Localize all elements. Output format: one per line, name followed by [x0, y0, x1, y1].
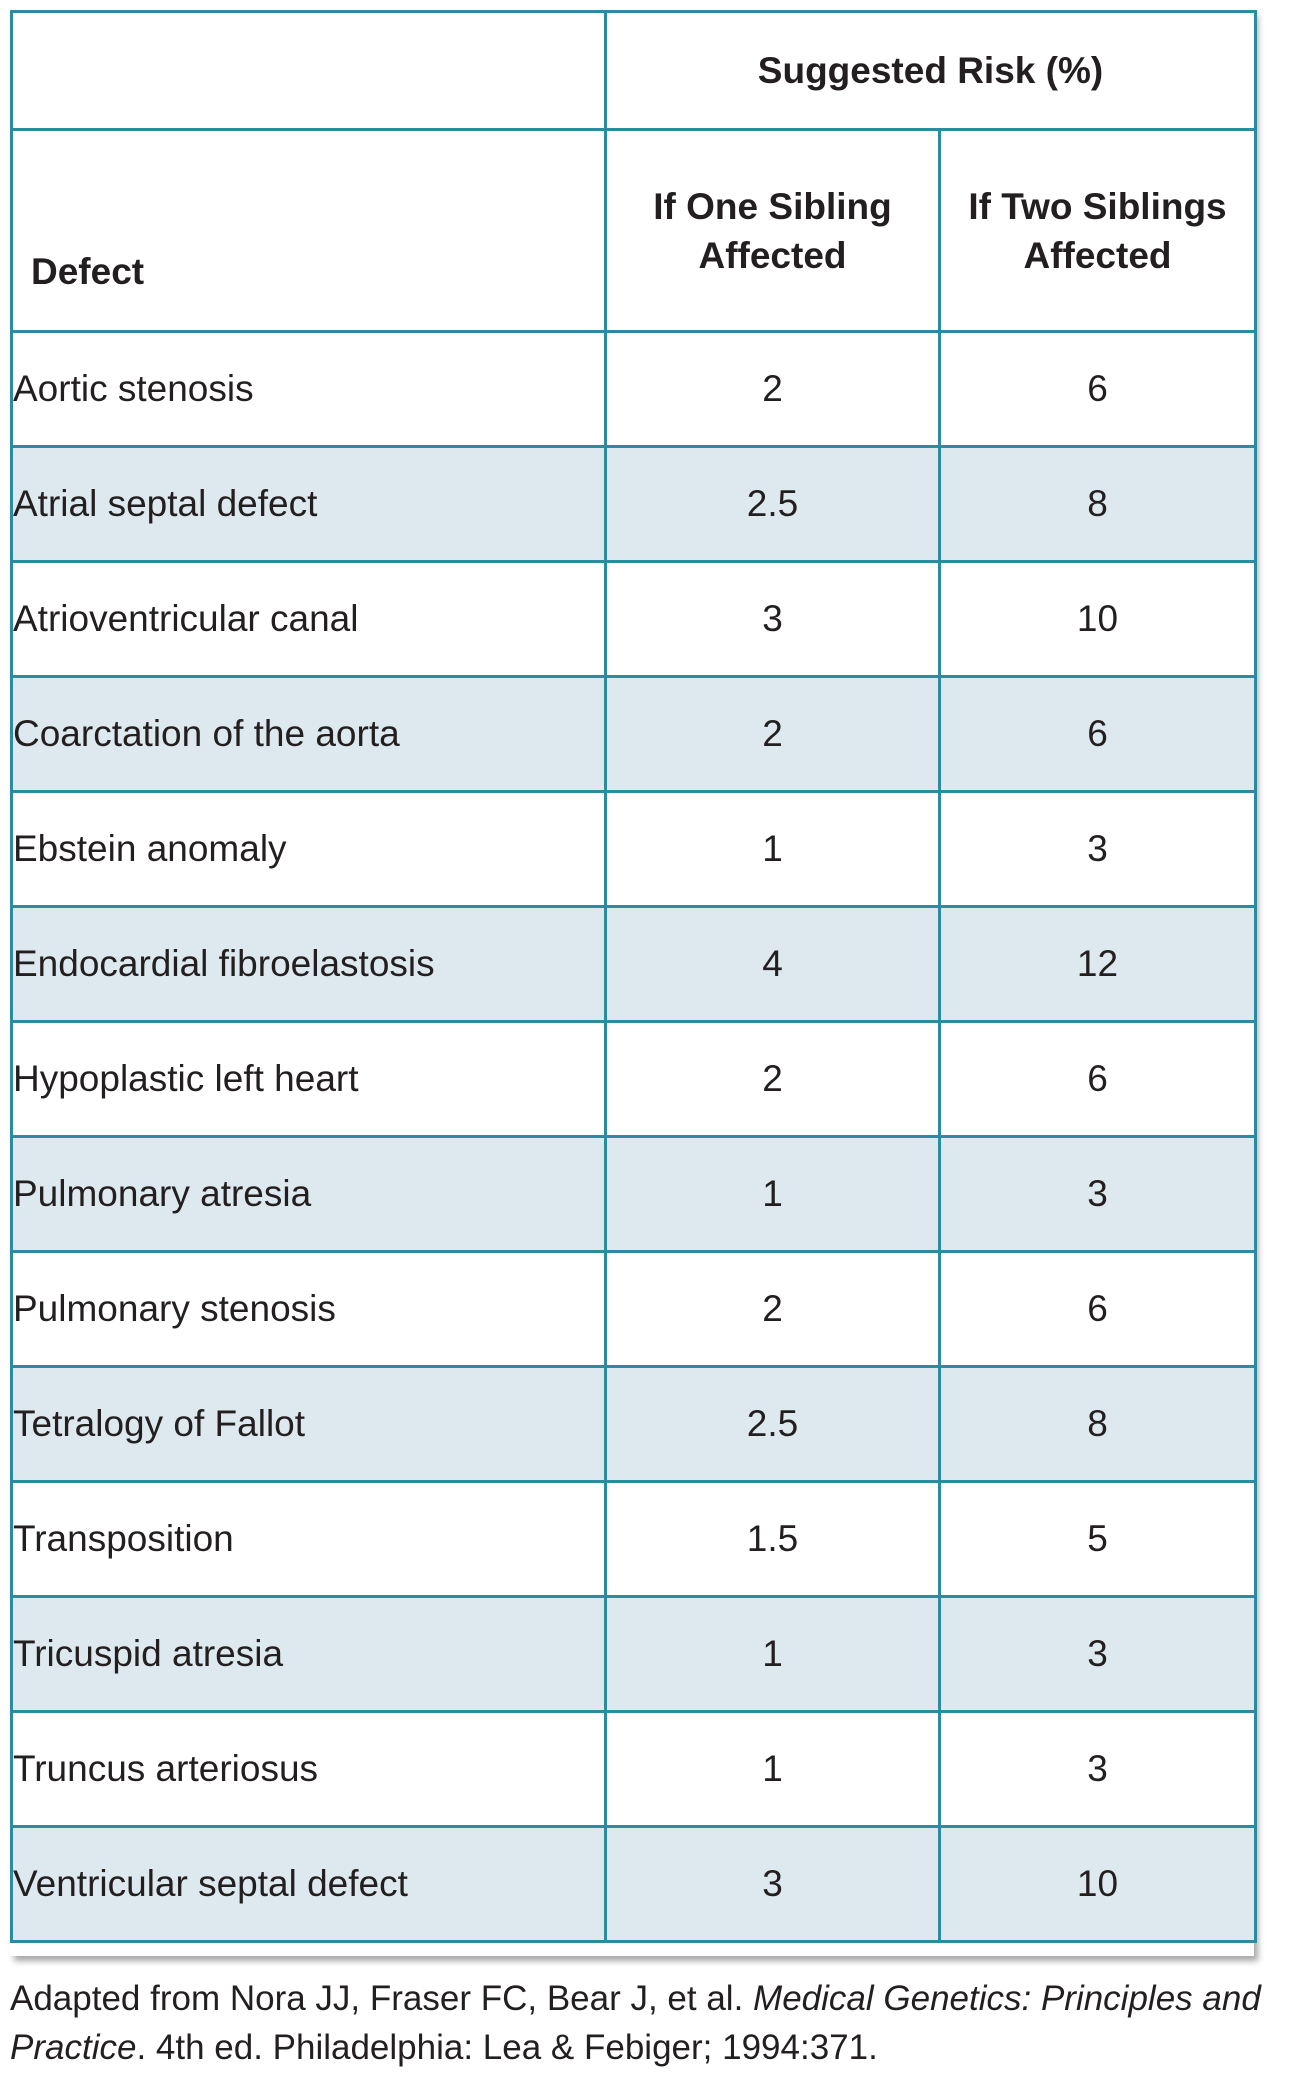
- suggested-risk-header: Suggested Risk (%): [606, 12, 1256, 130]
- one-sibling-risk-cell: 2.5: [606, 1367, 940, 1482]
- table-row: [12, 1597, 1256, 1712]
- defect-cell: Coarctation of the aorta: [12, 677, 606, 792]
- source-citation: [10, 1974, 1280, 2072]
- table-row: [12, 1022, 1256, 1137]
- one-sibling-risk-cell: 1: [606, 792, 940, 907]
- two-siblings-risk-cell: 6: [940, 1022, 1256, 1137]
- group-header-row: [12, 12, 1256, 130]
- two-siblings-header-text: If Two Siblings Affected: [968, 185, 1227, 276]
- defect-cell: Pulmonary atresia: [12, 1137, 606, 1252]
- two-siblings-risk-cell: 5: [940, 1482, 1256, 1597]
- table-row: [12, 562, 1256, 677]
- table-row: [12, 1712, 1256, 1827]
- defect-cell: Tricuspid atresia: [12, 1597, 606, 1712]
- one-sibling-column-header: [606, 130, 940, 332]
- one-sibling-risk-cell: 1: [606, 1597, 940, 1712]
- one-sibling-risk-cell: 1: [606, 1712, 940, 1827]
- defect-cell: Atrial septal defect: [12, 447, 606, 562]
- citation-book-title: Medical Genetics: Principles and Practice: [10, 1979, 1261, 2067]
- table-row: [12, 1367, 1256, 1482]
- citation-suffix: . 4th ed. Philadelphia: Lea & Febiger; 1994:371.: [136, 2028, 878, 2067]
- defect-cell: Ventricular septal defect: [12, 1827, 606, 1942]
- recurrence-risk-table: [10, 10, 1257, 1943]
- table-row: [12, 332, 1256, 447]
- two-siblings-risk-cell: 6: [940, 1252, 1256, 1367]
- table-body: [12, 332, 1256, 1942]
- one-sibling-risk-cell: 2: [606, 332, 940, 447]
- one-sibling-risk-cell: 3: [606, 562, 940, 677]
- one-sibling-risk-cell: 2: [606, 1252, 940, 1367]
- table-row: [12, 677, 1256, 792]
- one-sibling-risk-cell: 1.5: [606, 1482, 940, 1597]
- defect-cell: Atrioventricular canal: [12, 562, 606, 677]
- table-row: [12, 792, 1256, 907]
- two-siblings-risk-cell: 10: [940, 1827, 1256, 1942]
- one-sibling-header-text: If One Sibling Affected: [653, 185, 892, 276]
- two-siblings-risk-cell: 6: [940, 332, 1256, 447]
- two-siblings-risk-cell: 3: [940, 792, 1256, 907]
- table-row: [12, 1827, 1256, 1942]
- one-sibling-risk-cell: 3: [606, 1827, 940, 1942]
- one-sibling-risk-cell: 2: [606, 1022, 940, 1137]
- column-header-row: [12, 130, 1256, 332]
- citation-prefix: Adapted from Nora JJ, Fraser FC, Bear J, et al.: [10, 1979, 754, 2018]
- two-siblings-risk-cell: 10: [940, 562, 1256, 677]
- one-sibling-risk-cell: 1: [606, 1137, 940, 1252]
- empty-corner-cell: [12, 12, 606, 130]
- two-siblings-risk-cell: 3: [940, 1597, 1256, 1712]
- defect-cell: Truncus arteriosus: [12, 1712, 606, 1827]
- defect-cell: Ebstein anomaly: [12, 792, 606, 907]
- defect-column-header: Defect: [12, 130, 606, 332]
- two-siblings-risk-cell: 6: [940, 677, 1256, 792]
- table-row: [12, 1137, 1256, 1252]
- two-siblings-column-header: [940, 130, 1256, 332]
- defect-cell: Endocardial fibroelastosis: [12, 907, 606, 1022]
- table-row: [12, 907, 1256, 1022]
- table-row: [12, 1482, 1256, 1597]
- defect-cell: Transposition: [12, 1482, 606, 1597]
- defect-cell: Hypoplastic left heart: [12, 1022, 606, 1137]
- one-sibling-risk-cell: 2: [606, 677, 940, 792]
- one-sibling-risk-cell: 4: [606, 907, 940, 1022]
- one-sibling-risk-cell: 2.5: [606, 447, 940, 562]
- table-row: [12, 1252, 1256, 1367]
- defect-cell: Tetralogy of Fallot: [12, 1367, 606, 1482]
- table-row: [12, 447, 1256, 562]
- two-siblings-risk-cell: 3: [940, 1137, 1256, 1252]
- defect-cell: Pulmonary stenosis: [12, 1252, 606, 1367]
- two-siblings-risk-cell: 12: [940, 907, 1256, 1022]
- two-siblings-risk-cell: 8: [940, 447, 1256, 562]
- two-siblings-risk-cell: 8: [940, 1367, 1256, 1482]
- two-siblings-risk-cell: 3: [940, 1712, 1256, 1827]
- defect-cell: Aortic stenosis: [12, 332, 606, 447]
- risk-table-frame: [10, 10, 1254, 1956]
